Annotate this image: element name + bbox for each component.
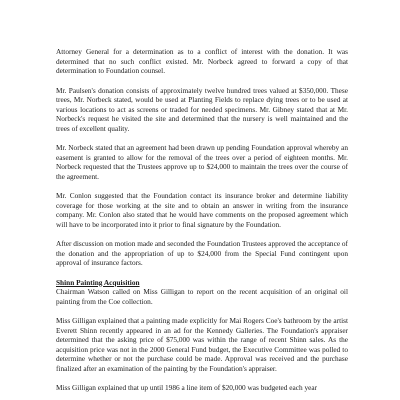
paragraph-paulsen-donation: Mr. Paulsen's donation consists of approximately twelve hundred trees valued at $350,000. These trees, Mr. Norbeck stated, would be used at Planting Fields to replace dying trees or to be used at various locations to act as screens or traded for needed specimens. Mr. Gibney stated that at Mr. Norbeck's request he visited the site and determined that the nursery is well maintained and the trees of excellent quality. xyxy=(56,85,348,133)
paragraph-easement-agreement: Mr. Norbeck stated that an agreement had been drawn up pending Foundation approval whereby an easement is granted to allow for the removal of the trees over a period of eighteen months. Mr. Norbeck requested that the Trustees approve up to $24,000 to maintain the trees over the course of the agreement. xyxy=(56,143,348,181)
paragraph-chairman-report: Chairman Watson called on Miss Gilligan to report on the recent acquisition of an original oil painting from the Coe collection. xyxy=(56,287,348,306)
document-body xyxy=(56,47,348,400)
paragraph-attorney-general: Attorney General for a determination as to a conflict of interest with the donation. It was determined that no such conflict existed. Mr. Norbeck agreed to forward a copy of that determination to Foundation counsel. xyxy=(56,47,348,75)
paragraph-line-item: Miss Gilligan explained that up until 1986 a line item of $20,000 was budgeted each year xyxy=(56,383,318,392)
paragraph-approval: After discussion on motion made and seconded the Foundation Trustees approved the acceptance of the donation and the appropriation of up to $24,000 from the Special Fund contingent upon approval of insurance factors. xyxy=(56,239,348,267)
section-heading: Shinn Painting Acquisition xyxy=(56,277,140,287)
paragraph-shinn-painting: Miss Gilligan explained that a painting made explicitly for Mai Rogers Coe's bathroom by the artist Everett Shinn recently appeared in an ad for the Kennedy Galleries. The Foundation's appraiser determined that the asking price of $75,000 was within the range of recent Shinn sales. As the acquisition price was not in the 2000 General Fund budget, the Executive Committee was polled to determine whether or not the purchase could be made. Approval was received and the purchase finalized after an examination of the painting by the Foundation's appraiser. xyxy=(56,316,348,373)
paragraph-insurance: Mr. Conlon suggested that the Foundation contact its insurance broker and determine liability coverage for those working at the site and to obtain an answer in writing from the insurance company. Mr. Conlon also stated that he would have comments on the proposed agreement which will have to be incorporated into it prior to final signature by the Foundation. xyxy=(56,191,348,229)
